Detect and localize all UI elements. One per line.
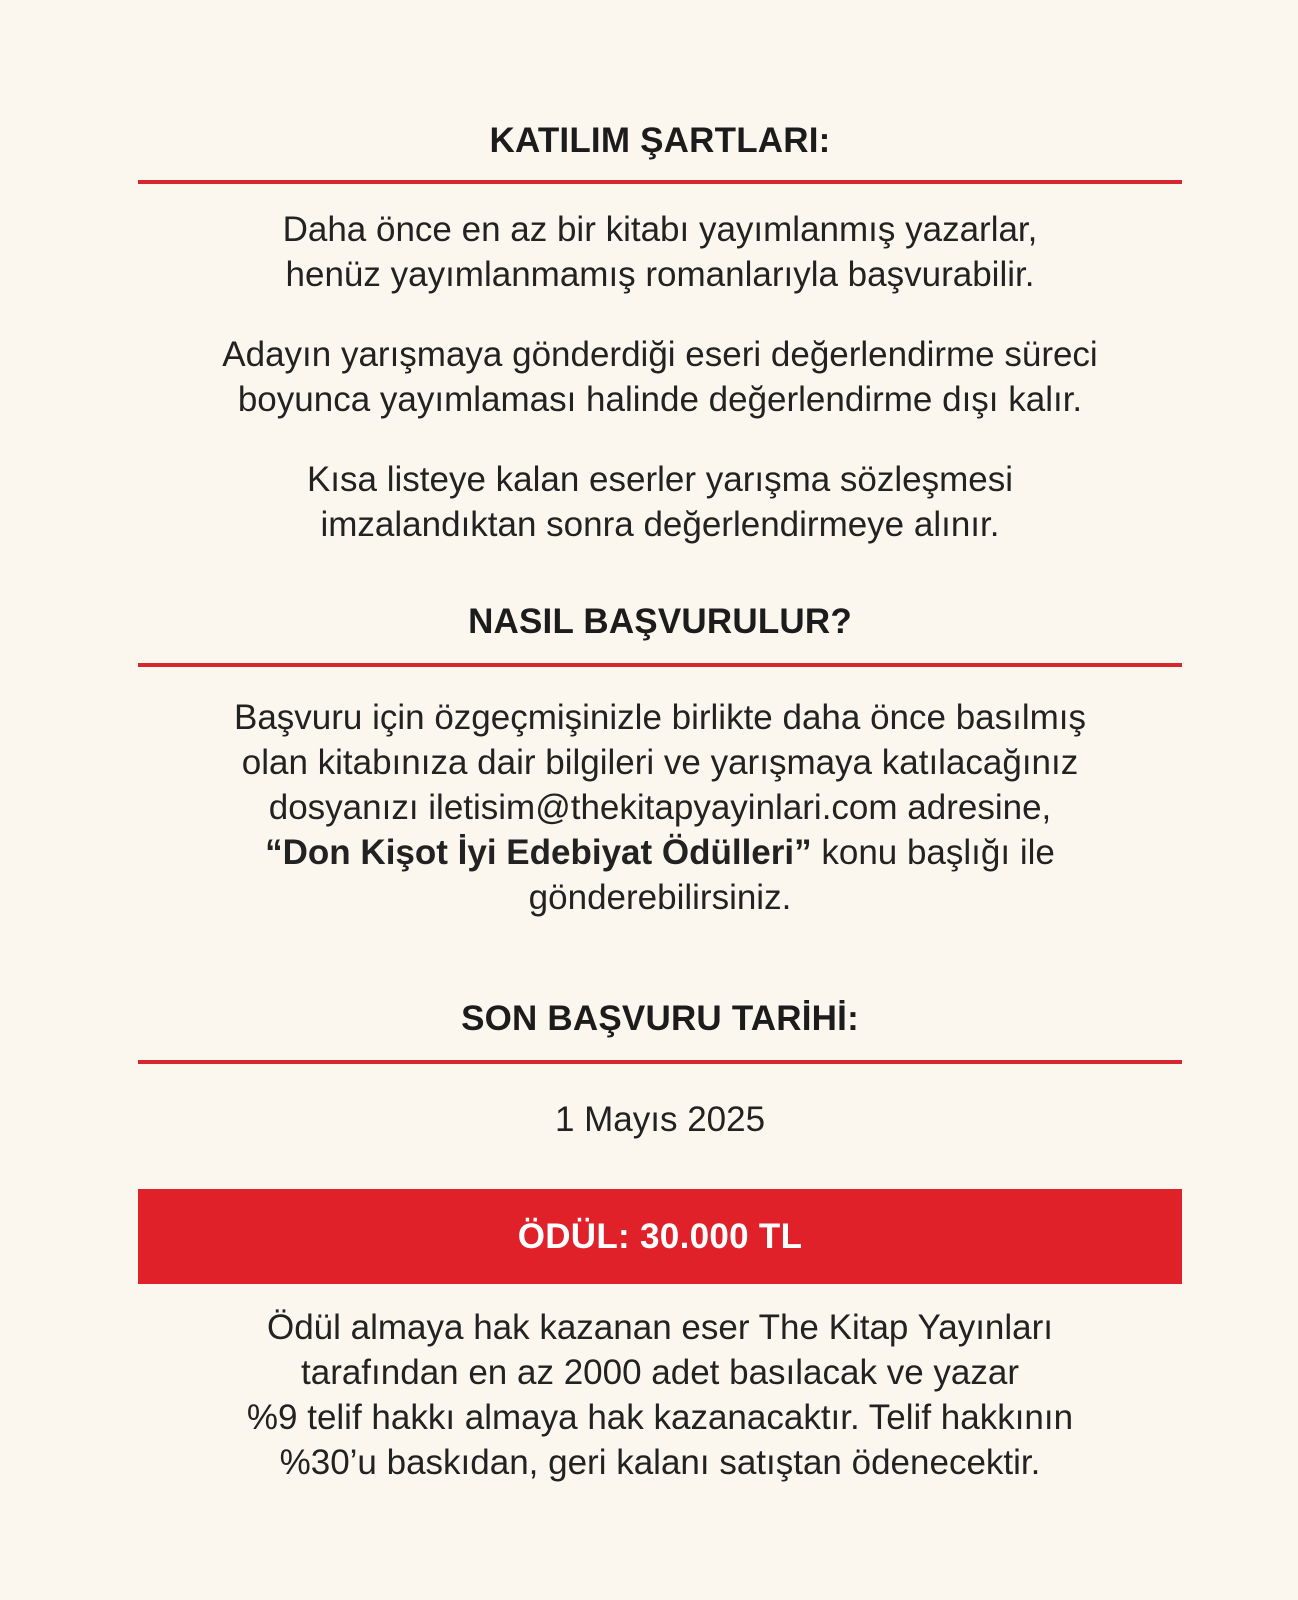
text-line: Kısa listeye kalan eserler yarışma sözleşmesi (306, 460, 1014, 499)
text-line: Ödül almaya hak kazanan eser The Kitap Yayınları (266, 1308, 1053, 1347)
subject-suffix: konu başlığı ile (811, 833, 1055, 872)
how-to-apply-paragraph (138, 695, 1182, 920)
subject-close-quote: ” (794, 833, 812, 872)
participation-paragraph-1 (138, 207, 1182, 297)
how-to-apply-title: NASIL BAŞVURULUR? (468, 602, 852, 641)
text-line: tarafından en az 2000 adet basılacak ve yazar (301, 1353, 1019, 1392)
text-line: Başvuru için özgeçmişinizle birlikte daha önce basılmış (233, 698, 1087, 737)
deadline-date (138, 1097, 1182, 1142)
text-line: olan kitabınıza dair bilgileri ve yarışmaya katılacağınız (241, 743, 1079, 782)
how-to-apply-divider (138, 663, 1182, 667)
text-line: imzalandıktan sonra değerlendirmeye alınır. (320, 505, 1000, 544)
subject-open-quote: “ (265, 833, 283, 872)
prize-label: ÖDÜL: 30.000 TL (517, 1216, 803, 1256)
text-line: henüz yayımlanmamış romanlarıyla başvurabilir. (285, 255, 1035, 294)
deadline-title: SON BAŞVURU TARİHİ: (461, 999, 859, 1038)
email-line: dosyanızı iletisim@thekitapyayinlari.com adresine, (268, 788, 1052, 827)
text-line: boyunca yayımlaması halinde değerlendirme dışı kalır. (237, 380, 1083, 419)
participation-paragraph-3 (138, 457, 1182, 547)
text-line: %30’u baskıdan, geri kalanı satıştan ödenecektir. (279, 1443, 1041, 1482)
participation-title: KATILIM ŞARTLARI: (489, 121, 831, 160)
participation-paragraph-2 (138, 332, 1182, 422)
text-line: Daha önce en az bir kitabı yayımlanmış yazarlar, (282, 210, 1038, 249)
text-line: %9 telif hakkı almaya hak kazanacaktır. Telif hakkının (246, 1398, 1074, 1437)
text-line: Adayın yarışmaya gönderdiği eseri değerlendirme süreci (222, 335, 1098, 374)
email-subject: Don Kişot İyi Edebiyat Ödülleri (282, 833, 795, 872)
text-line: gönderebilirsiniz. (528, 878, 792, 917)
prize-description (138, 1305, 1182, 1485)
subject-line (138, 830, 1182, 875)
participation-divider (138, 180, 1182, 184)
deadline-divider (138, 1060, 1182, 1064)
prize-banner (138, 1189, 1182, 1284)
deadline-date-text: 1 Mayıs 2025 (554, 1100, 766, 1139)
